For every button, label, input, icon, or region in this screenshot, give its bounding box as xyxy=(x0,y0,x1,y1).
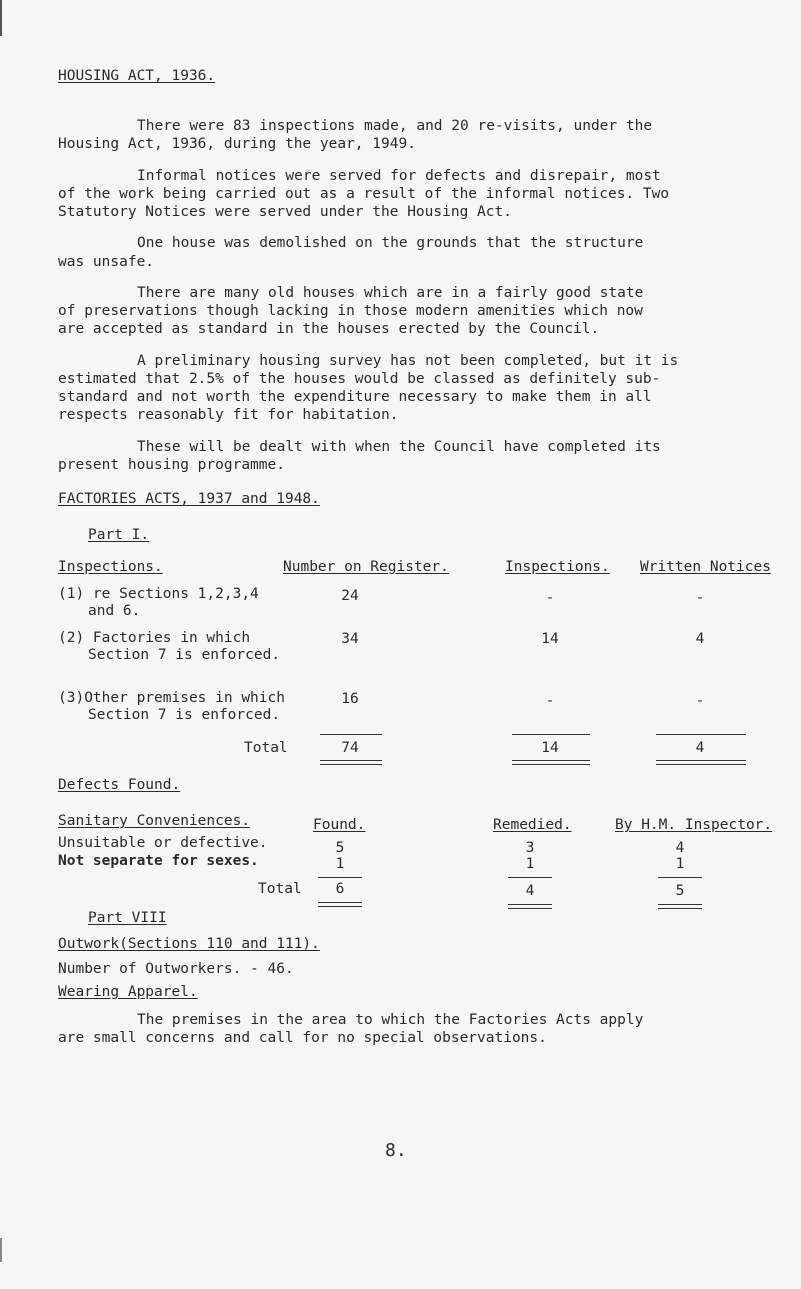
hmi-value: 4 xyxy=(675,840,685,856)
col-header-notices: Written Notices xyxy=(640,559,771,575)
total-inspections: 14 xyxy=(541,740,559,756)
total-remedied: 4 xyxy=(525,883,535,899)
row-label: (2) Factories in which xyxy=(58,630,251,646)
found-value: 1 xyxy=(335,856,345,872)
col-header-hmi: By H.M. Inspector. xyxy=(615,817,773,833)
paragraph-line: These will be dealt with when the Council have completed its xyxy=(137,439,661,455)
paragraph-line: are accepted as standard in the houses erected by the Council. xyxy=(58,321,600,337)
paragraph-line: of the work being carried out as a result of the informal notices. Two xyxy=(58,186,670,202)
housing-heading: HOUSING ACT, 1936. xyxy=(58,68,216,84)
defects-heading: Defects Found. xyxy=(58,777,181,793)
paragraph-line: present housing programme. xyxy=(58,457,285,473)
col-header-inspections: Inspections. xyxy=(505,559,610,575)
total-label: Total xyxy=(244,740,288,756)
total-double-rule xyxy=(656,760,746,765)
total-hmi: 5 xyxy=(675,883,685,899)
paragraph-line: respects reasonably fit for habitation. xyxy=(58,407,399,423)
paragraph-line: One house was demolished on the grounds that the structure xyxy=(137,235,644,251)
notices-value: - xyxy=(695,590,705,606)
register-value: 24 xyxy=(341,588,359,604)
total-notices: 4 xyxy=(695,740,705,756)
paragraph-line: estimated that 2.5% of the houses would be classed as definitely sub- xyxy=(58,371,661,387)
col-header-category: Inspections. xyxy=(58,559,163,575)
row-label: Section 7 is enforced. xyxy=(88,647,281,663)
closing-note-line: The premises in the area to which the Factories Acts apply xyxy=(137,1012,644,1028)
paragraph-line: was unsafe. xyxy=(58,254,155,270)
defect-label: Unsuitable or defective. xyxy=(58,835,268,851)
inspections-value: - xyxy=(545,590,555,606)
factories-heading: FACTORIES ACTS, 1937 and 1948. xyxy=(58,491,320,507)
defect-label: Not separate for sexes. xyxy=(58,853,259,869)
register-value: 16 xyxy=(341,691,359,707)
paragraph-line: standard and not worth the expenditure necessary to make them in all xyxy=(58,389,652,405)
remedied-value: 1 xyxy=(525,856,535,872)
scan-edge-mark xyxy=(0,0,2,36)
notices-value: 4 xyxy=(695,631,705,647)
total-rule xyxy=(658,877,702,878)
part-i-heading: Part I. xyxy=(88,527,150,543)
total-label: Total xyxy=(258,881,302,897)
total-double-rule xyxy=(320,760,382,765)
register-value: 34 xyxy=(341,631,359,647)
closing-note-line: are small concerns and call for no special observations. xyxy=(58,1030,547,1046)
row-label: (1) re Sections 1,2,3,4 xyxy=(58,586,259,602)
paragraph-line: Informal notices were served for defects and disrepair, most xyxy=(137,168,661,184)
row-label: Section 7 is enforced. xyxy=(88,707,281,723)
col-header-remedied: Remedied. xyxy=(493,817,572,833)
total-found: 6 xyxy=(335,881,345,897)
inspections-value: 14 xyxy=(541,631,559,647)
inspections-value: - xyxy=(545,693,555,709)
found-value: 5 xyxy=(335,840,345,856)
total-rule xyxy=(318,877,362,878)
row-label: and 6. xyxy=(88,603,141,619)
total-rule xyxy=(512,734,590,735)
paragraph-line: Housing Act, 1936, during the year, 1949. xyxy=(58,136,416,152)
total-rule xyxy=(656,734,746,735)
total-double-rule xyxy=(658,904,702,909)
total-double-rule xyxy=(508,904,552,909)
col-header-register: Number on Register. xyxy=(283,559,449,575)
total-rule xyxy=(320,734,382,735)
remedied-value: 3 xyxy=(525,840,535,856)
scan-edge-mark xyxy=(0,1238,2,1262)
paragraph-line: A preliminary housing survey has not been completed, but it is xyxy=(137,353,679,369)
paragraph-line: There are many old houses which are in a fairly good state xyxy=(137,285,644,301)
total-register: 74 xyxy=(341,740,359,756)
total-rule xyxy=(508,877,552,878)
page-number: 8. xyxy=(385,1140,407,1161)
part-viii-heading: Part VIII xyxy=(88,910,167,926)
notices-value: - xyxy=(695,693,705,709)
row-label: (3)Other premises in which xyxy=(58,690,285,706)
total-double-rule xyxy=(318,902,362,907)
outworkers-count: Number of Outworkers. - 46. xyxy=(58,961,294,977)
col-header-found: Found. xyxy=(313,817,366,833)
paragraph-line: There were 83 inspections made, and 20 re-visits, under the xyxy=(137,118,653,134)
total-double-rule xyxy=(512,760,590,765)
outwork-subheading: Outwork(Sections 110 and 111). xyxy=(58,936,320,952)
col-header-sanitary: Sanitary Conveniences. xyxy=(58,813,251,829)
hmi-value: 1 xyxy=(675,856,685,872)
paragraph-line: Statutory Notices were served under the Housing Act. xyxy=(58,204,512,220)
paragraph-line: of preservations though lacking in those modern amenities which now xyxy=(58,303,643,319)
wearing-apparel: Wearing Apparel. xyxy=(58,984,198,1000)
